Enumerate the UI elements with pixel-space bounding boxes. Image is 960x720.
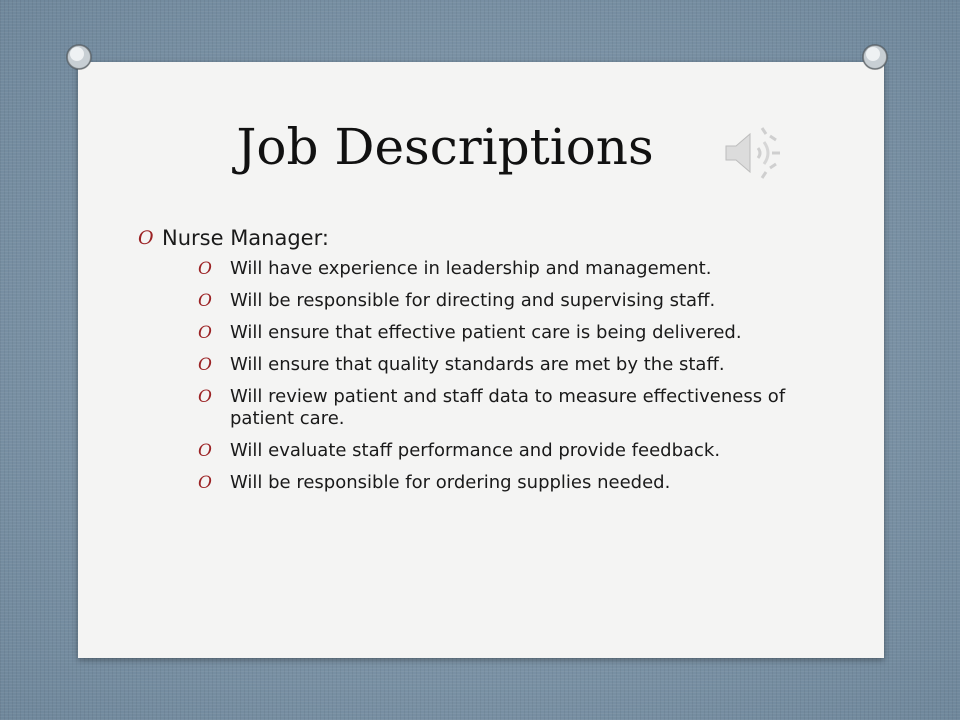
bullet-marker: O (198, 259, 212, 279)
list-item (198, 322, 808, 344)
list-item (198, 440, 808, 462)
list-item (198, 386, 808, 430)
list-item (198, 472, 808, 494)
bullet-text: Nurse Manager: (162, 226, 329, 250)
bullet-marker: O (198, 323, 212, 343)
bullet-marker: O (138, 227, 154, 249)
list-item-text: Will ensure that effective patient care is being delivered. (230, 322, 742, 343)
list-item (198, 290, 808, 312)
list-item-text: Will be responsible for ordering supplies needed. (230, 472, 671, 493)
list-item (198, 258, 808, 280)
list-item-text: Will review patient and staff data to measure effectiveness of patient care. (230, 386, 786, 429)
pushpin-icon (858, 40, 892, 74)
list-item-text: Will evaluate staff performance and provide feedback. (230, 440, 721, 461)
bullet-marker: O (198, 387, 212, 407)
pushpin-icon (62, 40, 96, 74)
bullet-marker: O (198, 291, 212, 311)
speaker-audio-icon[interactable] (722, 122, 784, 184)
sub-bullet-list (198, 258, 808, 504)
slide-title: Job Descriptions (236, 118, 654, 176)
list-item-text: Will be responsible for directing and supervising staff. (230, 290, 716, 311)
list-item-text: Will ensure that quality standards are met by the staff. (230, 354, 725, 375)
bullet-marker: O (198, 355, 212, 375)
bullet-nurse-manager (138, 226, 842, 250)
list-item-text: Will have experience in leadership and management. (230, 258, 712, 279)
bullet-marker: O (198, 473, 212, 493)
bullet-marker: O (198, 441, 212, 461)
list-item (198, 354, 808, 376)
